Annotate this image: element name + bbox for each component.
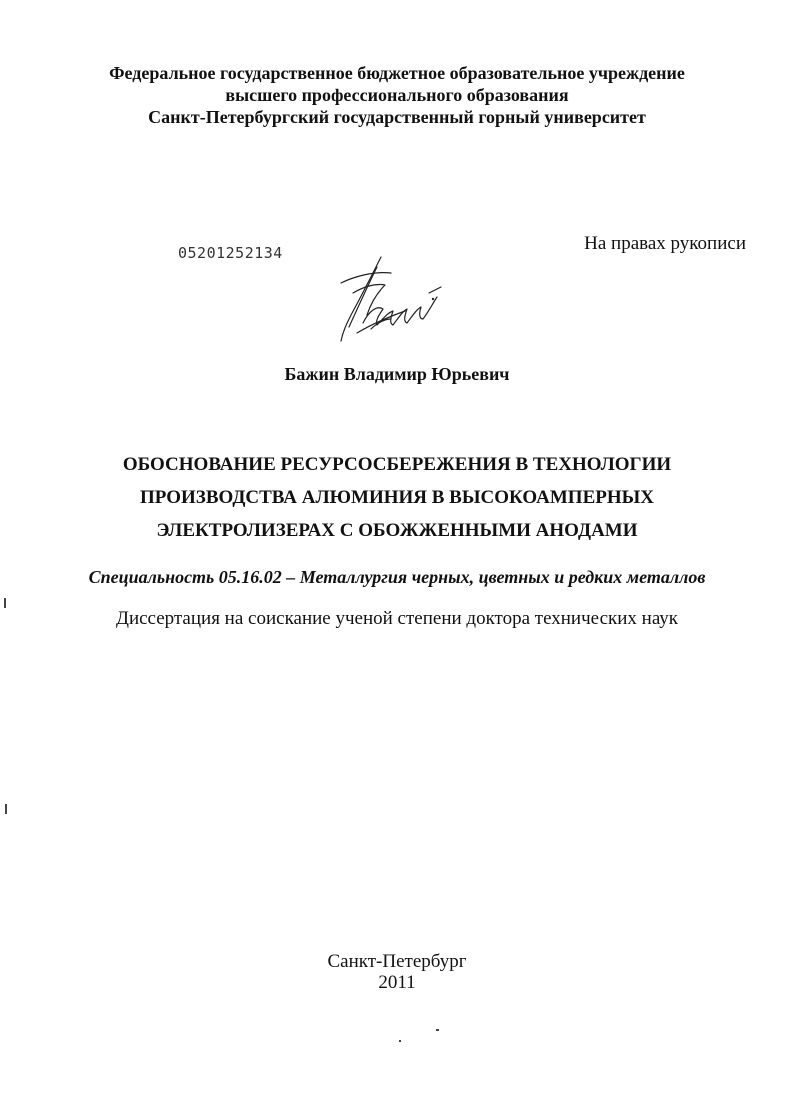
institution-line-2: высшего профессионального образования [225, 85, 569, 105]
author-name: Бажин Владимир Юрьевич [284, 364, 510, 384]
institution-header [0, 62, 794, 128]
scan-mark [399, 1040, 401, 1042]
institution-line-1: Федеральное государственное бюджетное образовательное учреждение [109, 63, 685, 83]
rights-notice: На правах рукописи [584, 233, 746, 254]
archive-number: 05201252134 [178, 244, 283, 262]
institution-line-3: Санкт-Петербургский государственный горный университет [148, 107, 646, 127]
degree-line: Диссертация на соискание ученой степени доктора технических наук [115, 608, 679, 629]
specialty-line: Специальность 05.16.02 – Металлургия черных, цветных и редких металлов [88, 567, 706, 587]
scan-mark [5, 804, 7, 814]
title-line-1: ОБОСНОВАНИЕ РЕСУРСОСБЕРЕЖЕНИЯ В ТЕХНОЛОГИИ [122, 454, 672, 475]
year: 2011 [378, 972, 416, 993]
title-line-3: ЭЛЕКТРОЛИЗЕРАХ С ОБОЖЖЕННЫМИ АНОДАМИ [156, 520, 638, 541]
scan-mark [436, 1029, 439, 1031]
dissertation-title [0, 448, 794, 547]
city: Санкт-Петербург [327, 951, 467, 972]
scan-mark [4, 598, 6, 608]
signature-icon [333, 253, 445, 345]
title-line-2: ПРОИЗВОДСТВА АЛЮМИНИЯ В ВЫСОКОАМПЕРНЫХ [139, 487, 655, 508]
